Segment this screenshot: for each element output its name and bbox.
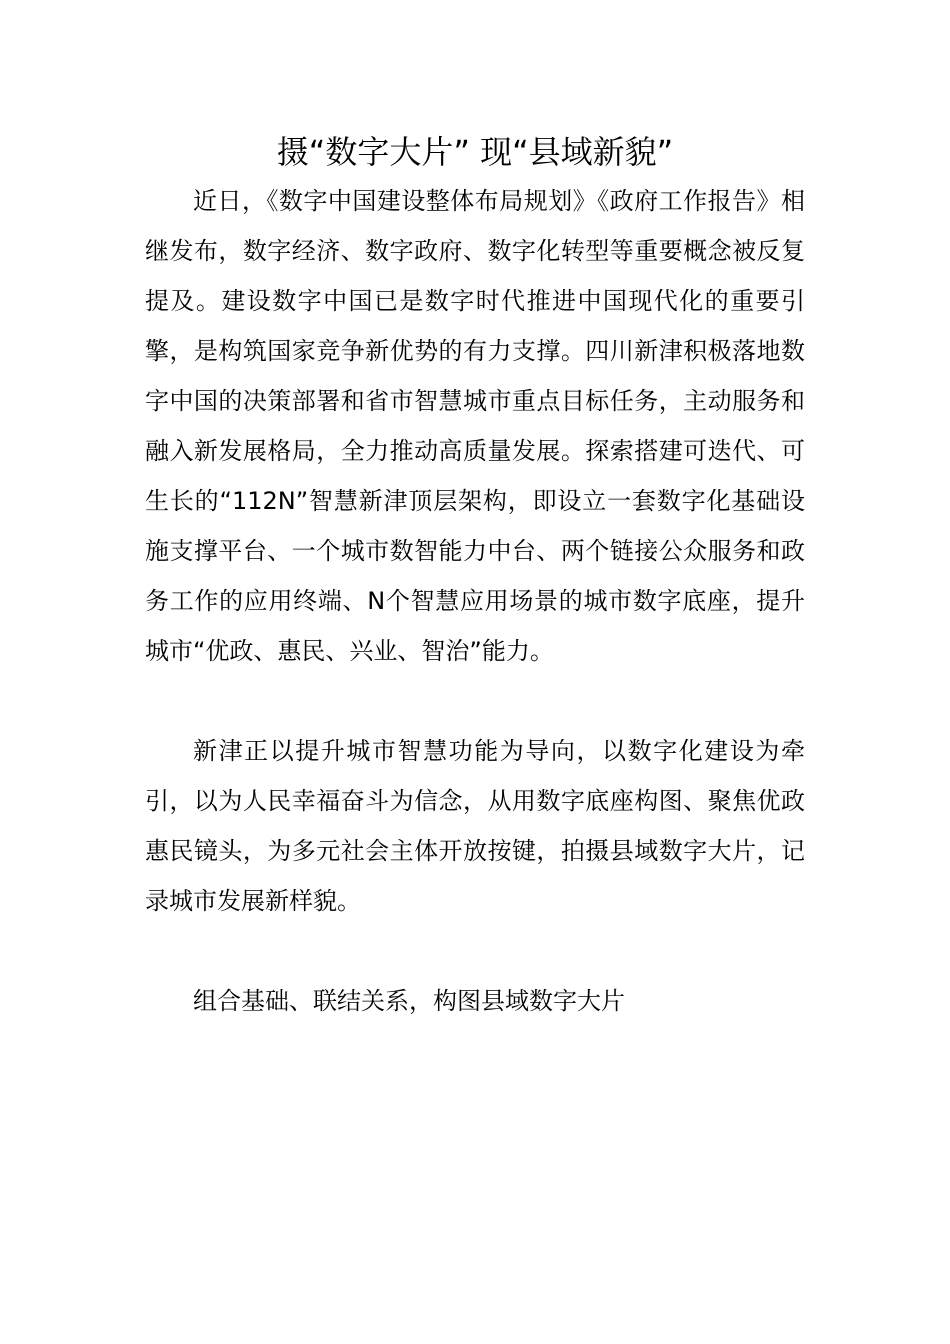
document-title: 摄“数字大片” 现“县域新貌” <box>276 133 674 171</box>
document-body <box>145 176 805 1026</box>
paragraph-intro: 近日，《数字中国建设整体布局规划》《政府工作报告》相继发布，数字经济、数字政府、数字化转型等重要概念被反复提及。建设数字中国已是数字时代推进中国现代化的重要引擎，是构筑国家竞争新优势的有力支撑。四川新津积极落地数字中国的决策部署和省市智慧城市重点目标任务，主动服务和融入新发展格局，全力推动高质量发展。探索搭建可迭代、可生长的“112N”智慧新津顶层架构，即设立一套数字化基础设施支撑平台、一个城市数智能力中台、两个链接公众服务和政务工作的应用终端、N个智慧应用场景的城市数字底座，提升城市“优政、惠民、兴业、智治”能力。 <box>145 187 805 665</box>
section-heading: 组合基础、联结关系，构图县域数字大片 <box>193 987 625 1015</box>
paragraph-spacer <box>145 676 805 726</box>
paragraph-second: 新津正以提升城市智慧功能为导向，以数字化建设为牵引，以为人民幸福奋斗为信念，从用数字底座构图、聚焦优政惠民镜头，为多元社会主体开放按键，拍摄县域数字大片，记录城市发展新样貌。 <box>145 737 805 915</box>
paragraph-spacer <box>145 926 805 976</box>
